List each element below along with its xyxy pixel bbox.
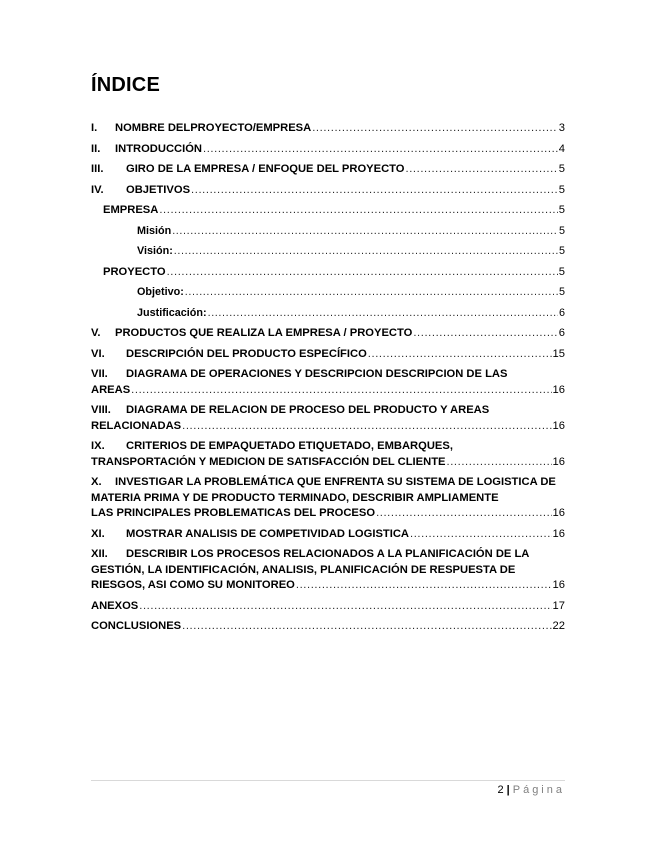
toc-entry-text: INTRODUCCIÓN xyxy=(115,142,203,155)
toc-entry-justificacion[interactable] xyxy=(91,306,565,322)
toc-entry-text: NOMBRE DELPROYECTO/EMPRESA xyxy=(115,122,312,134)
footer-page-number: 2 xyxy=(497,784,504,796)
dot-leader xyxy=(182,419,551,435)
toc-entry-text-continued: RIESGOS, ASI COMO SU MONITOREO xyxy=(91,579,295,591)
toc-entry-empresa[interactable] xyxy=(91,203,565,219)
toc-page-number: 5 xyxy=(558,163,565,175)
footer-divider xyxy=(91,780,565,781)
toc-entry-i[interactable] xyxy=(91,121,565,137)
toc-entry-proyecto[interactable] xyxy=(91,265,565,281)
toc-page-number: 4 xyxy=(558,142,565,155)
dot-leader xyxy=(167,265,558,281)
toc-entry-text-continued: AREAS xyxy=(91,383,131,396)
toc-entry-mision[interactable] xyxy=(91,224,565,240)
toc-entry-vii[interactable] xyxy=(91,367,565,398)
dot-leader xyxy=(172,224,558,240)
dot-leader xyxy=(182,619,551,635)
toc-number: IX. xyxy=(91,440,105,452)
dot-leader xyxy=(174,244,558,260)
dot-leader xyxy=(139,599,551,615)
dot-leader xyxy=(131,383,551,399)
dot-leader xyxy=(296,578,552,594)
dot-leader xyxy=(410,527,552,543)
page-title: ÍNDICE xyxy=(91,74,160,96)
toc-number: III. xyxy=(91,163,104,175)
toc-number: VII. xyxy=(91,368,108,380)
toc-page-number: 5 xyxy=(558,265,565,278)
toc-page-number: 17 xyxy=(552,599,565,612)
toc-entry-viii[interactable] xyxy=(91,403,565,434)
dot-leader xyxy=(203,142,558,158)
dot-leader xyxy=(447,455,552,471)
toc-page-number: 3 xyxy=(558,122,565,134)
toc-entry-text: MOSTRAR ANALISIS DE COMPETIVIDAD LOGISTICA xyxy=(126,527,410,540)
toc-entry-text: GIRO DE LA EMPRESA / ENFOQUE DEL PROYECTO xyxy=(126,163,405,175)
toc-entry-text: ANEXOS xyxy=(91,599,139,612)
footer-separator: | xyxy=(506,784,510,796)
toc-entry-text: DESCRIPCIÓN DEL PRODUCTO ESPECÍFICO xyxy=(126,347,367,360)
toc-page-number: 16 xyxy=(552,507,565,519)
toc-number: XII. xyxy=(91,548,108,560)
toc-entry-text: OBJETIVOS xyxy=(126,183,191,196)
dot-leader xyxy=(405,162,557,178)
toc-entry-text: Objetivo: xyxy=(137,286,184,298)
toc-entry-xi[interactable] xyxy=(91,527,565,543)
toc-number: XI. xyxy=(91,527,105,540)
toc-page-number: 6 xyxy=(558,327,565,339)
toc-page-number: 15 xyxy=(552,347,565,360)
toc-entry-objetivo[interactable] xyxy=(91,285,565,301)
dot-leader xyxy=(413,326,557,342)
toc-number: VIII. xyxy=(91,404,111,416)
toc-entry-text-continued: LAS PRINCIPALES PROBLEMATICAS DEL PROCESO xyxy=(91,507,376,519)
page-footer xyxy=(498,784,565,796)
toc-entry-text: PRODUCTOS QUE REALIZA LA EMPRESA / PROYECTO xyxy=(115,327,413,339)
toc-entry-text: DESCRIBIR LOS PROCESOS RELACIONADOS A LA PLANIFICACIÓN DE LA GESTIÓN, LA IDENTIFICACIÓN, ANALISIS, PLANIFICACIÓN DE RESPUESTA DE xyxy=(91,548,529,576)
toc-entry-ii[interactable] xyxy=(91,142,565,158)
footer-page-word: Página xyxy=(512,784,565,796)
dot-leader xyxy=(376,506,551,522)
toc-entry-iv[interactable] xyxy=(91,183,565,199)
toc-entry-vision[interactable] xyxy=(91,244,565,260)
toc-page-number: 16 xyxy=(552,383,565,396)
dot-leader xyxy=(185,285,558,301)
toc-number: V. xyxy=(91,327,101,339)
toc-entry-ix[interactable] xyxy=(91,439,565,470)
toc-page-number: 16 xyxy=(552,527,565,540)
toc-number: I. xyxy=(91,122,98,134)
toc-page-number: 5 xyxy=(558,204,565,216)
toc-page-number: 22 xyxy=(552,620,565,632)
toc-page-number: 16 xyxy=(552,579,565,591)
toc-page-number: 16 xyxy=(552,455,565,468)
toc-entry-text-continued: TRANSPORTACIÓN Y MEDICION DE SATISFACCIÓN DEL CLIENTE xyxy=(91,455,446,468)
toc-entry-text: DIAGRAMA DE RELACION DE PROCESO DEL PRODUCTO Y AREAS xyxy=(126,404,490,416)
toc-page-number: 5 xyxy=(558,183,565,196)
toc-entry-text: INVESTIGAR LA PROBLEMÁTICA QUE ENFRENTA SU SISTEMA DE LOGISTICA DE MATERIA PRIMA Y DE PRODUCTO TERMINADO, DESCRIBIR AMPLIAMENTE xyxy=(91,476,556,504)
dot-leader xyxy=(208,306,558,322)
toc-number: II. xyxy=(91,142,101,155)
toc-entry-anexos[interactable] xyxy=(91,599,565,615)
dot-leader xyxy=(191,183,558,199)
toc-entry-text: CONCLUSIONES xyxy=(91,620,182,632)
toc-entry-iii[interactable] xyxy=(91,162,565,178)
toc-entry-vi[interactable] xyxy=(91,347,565,363)
toc-page-number: 5 xyxy=(558,224,565,237)
toc-entry-x[interactable] xyxy=(91,475,565,522)
toc-entry-conclusiones[interactable] xyxy=(91,619,565,635)
toc-page-number: 5 xyxy=(558,245,565,257)
toc-entry-text: EMPRESA xyxy=(103,204,159,216)
toc-entry-text: Misión xyxy=(137,224,172,237)
toc-entry-xii[interactable] xyxy=(91,547,565,594)
toc-entry-text-continued: RELACIONADAS xyxy=(91,419,182,432)
dot-leader xyxy=(159,203,557,219)
toc-entry-v[interactable] xyxy=(91,326,565,342)
toc-number: X. xyxy=(91,476,102,488)
table-of-contents xyxy=(91,121,565,640)
toc-page-number: 6 xyxy=(558,306,565,319)
toc-entry-text: CRITERIOS DE EMPAQUETADO ETIQUETADO, EMBARQUES, xyxy=(126,440,453,452)
toc-entry-text: DIAGRAMA DE OPERACIONES Y DESCRIPCION DESCRIPCION DE LAS xyxy=(126,368,508,380)
toc-entry-text: Visión: xyxy=(137,245,173,257)
toc-page-number: 5 xyxy=(558,286,565,298)
toc-number: VI. xyxy=(91,347,105,360)
dot-leader xyxy=(368,347,552,363)
toc-entry-text: Justificación: xyxy=(137,306,207,319)
toc-entry-text: PROYECTO xyxy=(103,265,166,278)
toc-page-number: 16 xyxy=(552,419,565,432)
dot-leader xyxy=(312,121,558,137)
toc-number: IV. xyxy=(91,183,104,196)
